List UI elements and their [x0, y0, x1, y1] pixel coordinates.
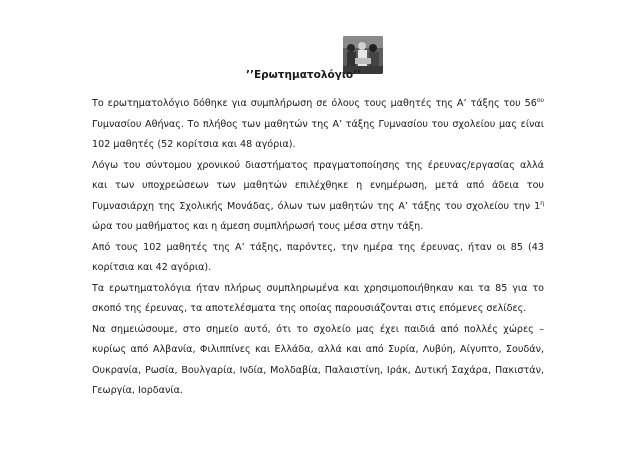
ordinal-superscript: ου — [536, 96, 544, 104]
document-body — [92, 94, 544, 402]
paragraph-4: Τα ερωτηματολόγια ήταν πλήρως συμπληρωμένα και χρησιμοποιήθηκαν και τα 85 για το σκοπό της έρευνας, τα αποτελέσματα της οποίας παρουσιάζονται στις επόμενες σελίδες. — [92, 282, 544, 314]
paragraph-2 — [92, 156, 544, 238]
paragraph-1-text-a: Το ερωτηματολόγιο δόθηκε για συμπλήρωση σε όλους τους μαθητές της Α’ τάξης του 56 — [92, 98, 537, 109]
paragraph-2-text-a: Λόγω του σύντομου χρονικού διαστήματος πραγματοποίησης της έρευνας/εργασίας αλλά και των υποχρεώσεων των μαθητών επιλέχθηκε η ενημέρωση, μετά από άδεια του Γυμνασιάρχη της Σχολικής Μονάδας, όλων των μαθητών της Α’ τάξης του σχολείου την 1 — [92, 159, 544, 212]
paragraph-3: Από τους 102 μαθητές της Α’ τάξης, παρόντες, την ημέρα της έρευνας, ήταν οι 85 (43 κορίτσια και 42 αγόρια). — [92, 241, 544, 273]
paragraph-1-text-b: Γυμνασίου Αθήνας. Το πλήθος των μαθητών της Α’ τάξης Γυμνασίου του σχολείου μας είναι 102 μαθητές (52 κορίτσια και 48 αγόρια). — [92, 118, 544, 150]
title-row — [0, 36, 638, 82]
paragraph-1 — [92, 94, 544, 156]
document-title: ’’Ερωτηματολόγιο’’ — [246, 69, 362, 81]
paragraph-5: Να σημειώσουμε, στο σημείο αυτό, ότι το σχολείο μας έχει παιδιά από πολλές χώρες –κυρίως από Αλβανία, Φιλιππίνες και Ελλάδα, αλλά και από Συρία, Λυβύη, Αίγυπτο, Σουδάν, Ουκρανία, Ρωσία, Βουλγαρία, Ινδία, Μολδαβία, Παλαιστίνη, Ιράκ, Δυτική Σαχάρα, Πακιστάν, Γεωργία, Ιορδανία. — [92, 323, 544, 396]
ordinal-superscript: η — [540, 199, 544, 207]
paragraph-2-text-b: ώρα του μαθήματος και η άμεση συμπλήρωσή τους μέσα στην τάξη. — [92, 221, 424, 232]
